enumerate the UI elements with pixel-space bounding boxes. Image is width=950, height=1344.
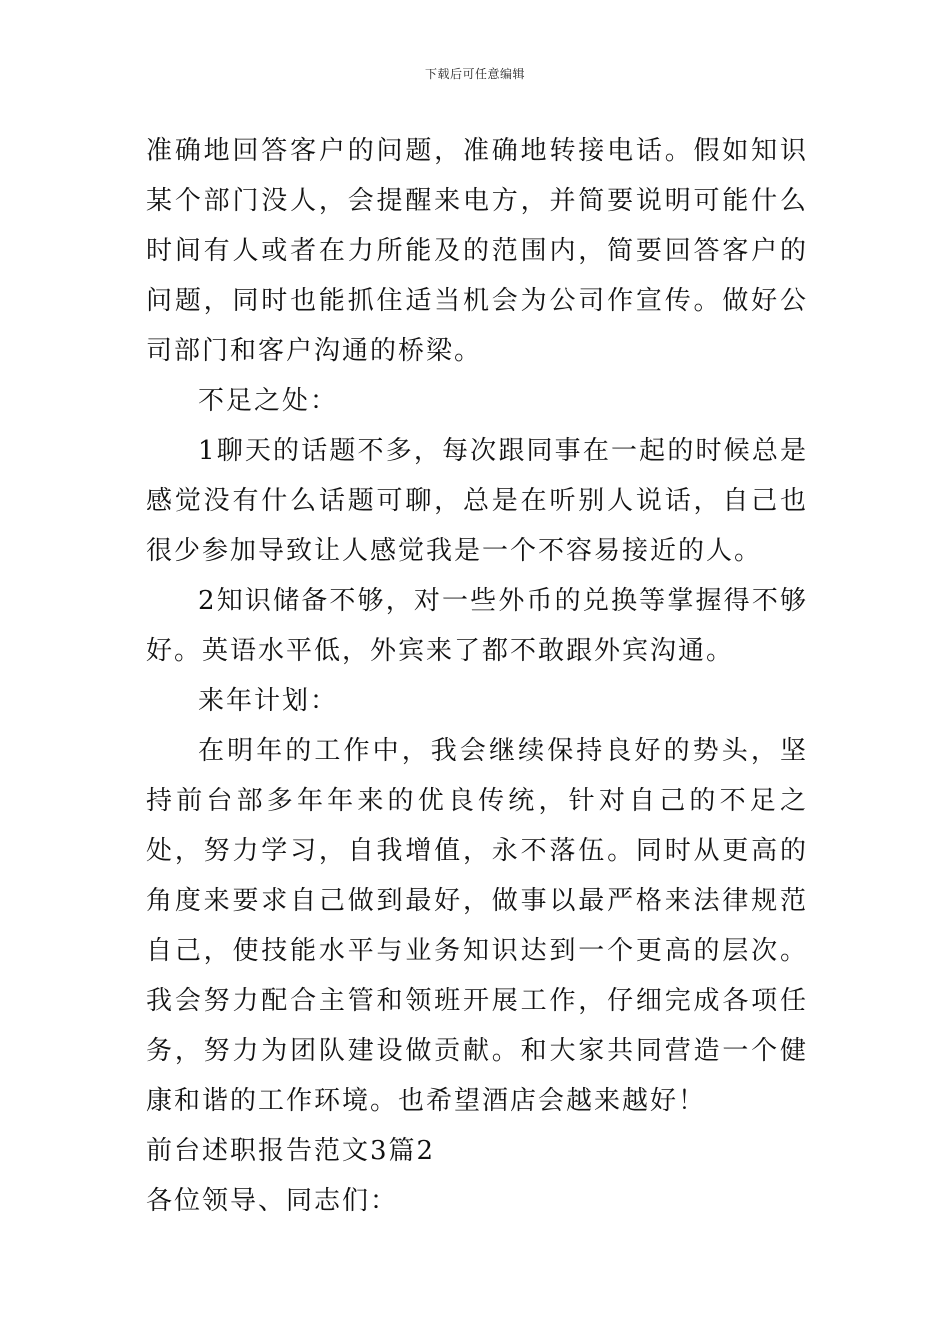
article-title: 前台述职报告范文3篇2 [146, 1136, 436, 1166]
document-body [146, 126, 808, 1226]
paragraph-continuation: 准确地回答客户的问题，准确地转接电话。假如知识某个部门没人，会提醒来电方，并简要说明可能什么时间有人或者在力所能及的范围内，简要回答客户的问题，同时也能抓住适当机会为公司作宣传。做好公司部门和客户沟通的桥梁。 [146, 136, 808, 366]
paragraph-shortcoming-1: 1聊天的话题不多，每次跟同事在一起的时候总是感觉没有什么话题可聊，总是在听别人说话，自己也很少参加导致让人感觉我是一个不容易接近的人。 [146, 436, 808, 566]
salutation: 各位领导、同志们： [146, 1186, 399, 1216]
section-heading-next-year-plan: 来年计划： [198, 686, 339, 716]
paragraph-shortcoming-2: 2知识储备不够，对一些外币的兑换等掌握得不够好。英语水平低，外宾来了都不敢跟外宾沟通。 [146, 586, 808, 666]
section-heading-shortcomings: 不足之处： [198, 386, 339, 416]
page-header: 下载后可任意编辑 [424, 67, 525, 81]
paragraph-plan: 在明年的工作中，我会继续保持良好的势头，坚持前台部多年年来的优良传统，针对自己的不足之处，努力学习，自我增值，永不落伍。同时从更高的角度来要求自己做到最好，做事以最严格来法律规范自己，使技能水平与业务知识达到一个更高的层次。我会努力配合主管和领班开展工作，仔细完成各项任务，努力为团队建设做贡献。和大家共同营造一个健康和谐的工作环境。也希望酒店会越来越好！ [146, 736, 808, 1116]
